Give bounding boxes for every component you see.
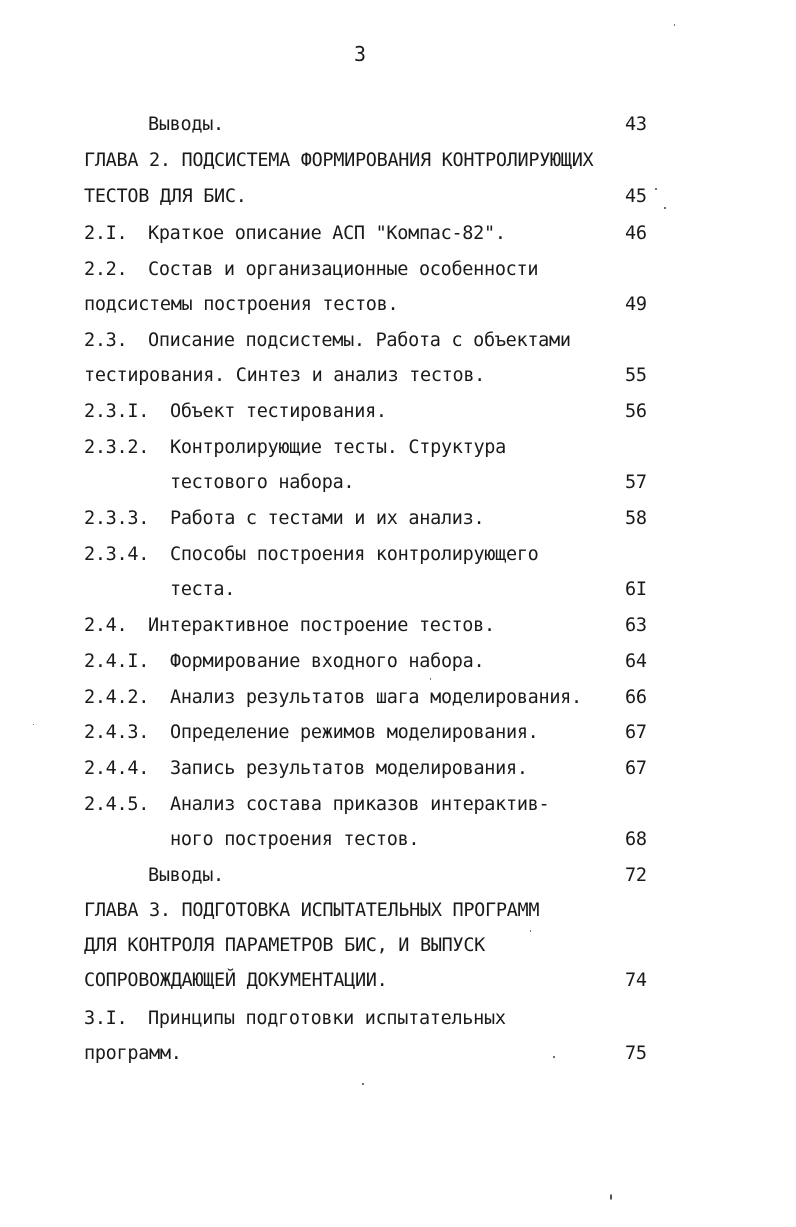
- toc-page-number: 63: [625, 615, 647, 636]
- toc-entry-text: Анализ результатов шага моделирования.: [170, 687, 582, 708]
- scan-speck: [362, 1083, 364, 1085]
- toc-page-number: 49: [625, 294, 647, 315]
- toc-entry-text: Описание подсистемы. Работа с объектами: [148, 330, 571, 351]
- toc-entry-text: Формирование входного набора.: [170, 651, 485, 672]
- toc-line: [0, 794, 796, 824]
- toc-entry-text: теста.: [170, 579, 236, 600]
- toc-section-number: 2.3.4.: [84, 544, 150, 565]
- toc-entry-text: ТЕСТОВ ДЛЯ БИС.: [84, 186, 247, 207]
- toc-page-number: 67: [625, 722, 647, 743]
- scan-speck: [664, 207, 666, 209]
- scan-speck: [655, 188, 657, 190]
- toc-section-number: 2.2.: [84, 259, 128, 280]
- toc-section-number: 2.I.: [84, 223, 128, 244]
- toc-page-number: 64: [625, 651, 647, 672]
- toc-line: [0, 758, 796, 788]
- toc-section-number: 2.4.I.: [84, 651, 150, 672]
- scan-speck: [674, 24, 675, 26]
- toc-entry-text: Интерактивное построение тестов.: [148, 615, 495, 636]
- scan-speck: [610, 1194, 612, 1200]
- toc-entry-text: ДЛЯ КОНТРОЛЯ ПАРАМЕТРОВ БИС, И ВЫПУСК: [84, 935, 486, 956]
- toc-entry-text: Способы построения контролирующего: [170, 544, 539, 565]
- toc-page-number: 55: [625, 365, 647, 386]
- toc-page-number: 6I: [625, 579, 647, 600]
- page-number: 3: [353, 42, 367, 66]
- toc-entry-text: Определение режимов моделирования.: [170, 722, 539, 743]
- toc-line: [0, 615, 796, 645]
- toc-entry-text: Контролирующие тесты. Структура: [170, 437, 506, 458]
- toc-section-number: 2.4.3.: [84, 722, 150, 743]
- scan-speck: [430, 678, 431, 680]
- toc-line: [0, 829, 796, 859]
- scan-speck: [553, 1056, 555, 1058]
- toc-line: [0, 722, 796, 752]
- toc-line: [0, 472, 796, 502]
- toc-page-number: 56: [625, 401, 647, 422]
- toc-line: [0, 970, 796, 1000]
- toc-page-number: 75: [625, 1043, 647, 1064]
- toc-section-number: 2.3.: [84, 330, 128, 351]
- toc-line: [0, 223, 796, 253]
- toc-line: [0, 330, 796, 360]
- toc-page-number: 72: [625, 865, 647, 886]
- toc-line: [0, 114, 796, 144]
- toc-section-number: 3.I.: [84, 1008, 128, 1029]
- scan-speck: [530, 930, 531, 932]
- toc-line: [0, 437, 796, 467]
- toc-entry-text: ГЛАВА 3. ПОДГОТОВКА ИСПЫТАТЕЛЬНЫХ ПРОГРАММ: [84, 900, 540, 921]
- toc-line: [0, 401, 796, 431]
- toc-line: [0, 294, 796, 324]
- toc-line: [0, 935, 796, 965]
- toc-entry-text: Выводы.: [148, 865, 224, 886]
- toc-entry-text: подсистемы построения тестов.: [84, 294, 399, 315]
- toc-line: [0, 259, 796, 289]
- toc-entry-text: ГЛАВА 2. ПОДСИСТЕМА ФОРМИРОВАНИЯ КОНТРОЛИРУЮЩИХ: [84, 150, 594, 171]
- toc-line: [0, 865, 796, 895]
- toc-page-number: 43: [625, 114, 647, 135]
- toc-section-number: 2.4.2.: [84, 687, 150, 708]
- toc-section-number: 2.3.3.: [84, 508, 150, 529]
- toc-line: [0, 579, 796, 609]
- toc-entry-text: Запись результатов моделирования.: [170, 758, 528, 779]
- toc-line: [0, 365, 796, 395]
- toc-line: [0, 687, 796, 717]
- toc-section-number: 2.4.: [84, 615, 128, 636]
- toc-page-number: 74: [625, 970, 647, 991]
- toc-line: [0, 651, 796, 681]
- toc-section-number: 2.4.4.: [84, 758, 150, 779]
- toc-line: [0, 900, 796, 930]
- toc-line: [0, 508, 796, 538]
- toc-line: [0, 1043, 796, 1073]
- toc-page-number: 45: [625, 186, 647, 207]
- toc-page-number: 68: [625, 829, 647, 850]
- toc-entry-text: Краткое описание АСП "Компас-82".: [148, 223, 506, 244]
- toc-entry-text: программ.: [84, 1043, 182, 1064]
- toc-entry-text: Анализ состава приказов интерактив-: [170, 794, 550, 815]
- toc-section-number: 2.3.I.: [84, 401, 150, 422]
- toc-entry-text: Выводы.: [148, 114, 224, 135]
- toc-section-number: 2.4.5.: [84, 794, 150, 815]
- toc-entry-text: ного построения тестов.: [170, 829, 420, 850]
- toc-page-number: 66: [625, 687, 647, 708]
- toc-entry-text: Состав и организационные особенности: [148, 259, 539, 280]
- toc-line: [0, 186, 796, 216]
- toc-page-number: 46: [625, 223, 647, 244]
- toc-line: [0, 544, 796, 574]
- toc-section-number: 2.3.2.: [84, 437, 150, 458]
- toc-entry-text: тестового набора.: [170, 472, 355, 493]
- toc-entry-text: Объект тестирования.: [170, 401, 387, 422]
- toc-entry-text: Работа с тестами и их анализ.: [170, 508, 485, 529]
- toc-line: [0, 1008, 796, 1038]
- scan-speck: [33, 724, 34, 725]
- toc-entry-text: Принципы подготовки испытательных: [148, 1008, 506, 1029]
- toc-page-number: 58: [625, 508, 647, 529]
- toc-page-number: 57: [625, 472, 647, 493]
- toc-entry-text: тестирования. Синтез и анализ тестов.: [84, 365, 486, 386]
- toc-entry-text: СОПРОВОЖДАЮЩЕЙ ДОКУМЕНТАЦИИ.: [84, 970, 388, 991]
- toc-page-number: 67: [625, 758, 647, 779]
- toc-line: [0, 150, 796, 180]
